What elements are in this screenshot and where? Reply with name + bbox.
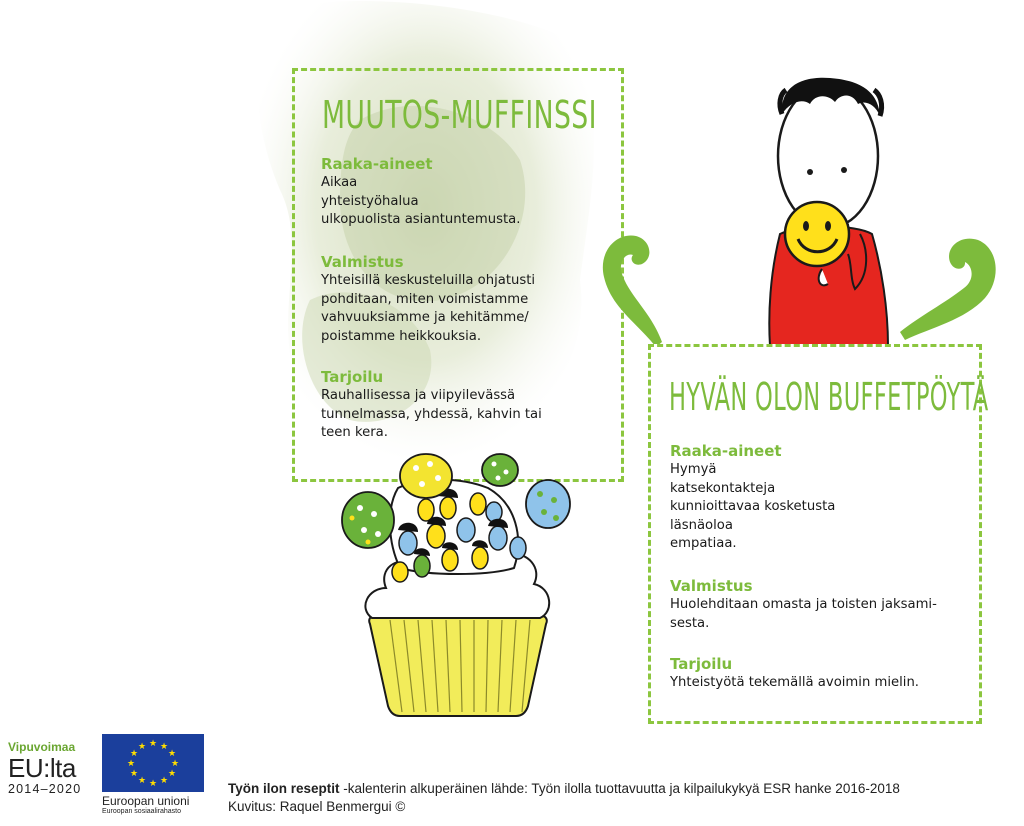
muffin-ingredient-item: yhteistyöhalua: [321, 193, 419, 209]
green-swirl-right: [900, 228, 1005, 348]
buffet-ingredients-heading: Raaka-aineet: [670, 442, 782, 460]
muffin-serving-line: Rauhallisessa ja viipyilevässä: [321, 388, 516, 403]
muffin-recipe-card: [292, 68, 624, 482]
buffet-preparation-line: Huolehditaan omasta ja toisten jaksami-: [670, 597, 937, 612]
footer-credit: Kuvitus: Raquel Benmergui ©: [228, 799, 406, 814]
buffet-ingredient-item: kunnioittavaa kosketusta: [670, 499, 836, 515]
buffet-serving-line: Yhteistyötä tekemällä avoimin mielin.: [670, 675, 919, 690]
eu-logo-line1: Euroopan unioni: [102, 794, 190, 808]
buffet-preparation-section: [670, 577, 970, 633]
svg-text:★: ★: [129, 749, 139, 759]
vipuvoimaa-logo: [8, 740, 98, 796]
svg-text:★: ★: [137, 742, 147, 752]
svg-text:★: ★: [167, 769, 177, 779]
buffet-serving-section: [670, 655, 970, 693]
svg-text:★: ★: [126, 759, 136, 769]
cupcake-illustration: [338, 448, 578, 720]
muffin-preparation-heading: Valmistus: [321, 253, 404, 271]
muffin-serving-line: tunnelmassa, yhdessä, kahvin tai: [321, 406, 542, 422]
muffin-card-title: MUUTOS-MUFFINSSI: [322, 93, 597, 137]
muffin-serving-line: teen kera.: [321, 425, 388, 441]
eu-logo: [102, 734, 206, 816]
vipuvoimaa-logo-line3: 2014–2020: [8, 782, 82, 796]
buffet-ingredient-item: Hymyä: [670, 462, 717, 477]
green-swirl-left: [596, 222, 666, 352]
svg-text:★: ★: [137, 776, 147, 786]
muffin-preparation-section: [321, 253, 621, 346]
svg-text:★: ★: [159, 776, 169, 786]
footer-source-title: Työn ilon reseptit: [228, 781, 340, 796]
buffet-card-title: HYVÄN OLON BUFFETPÖYTÄ: [669, 375, 989, 419]
buffet-preparation-heading: Valmistus: [670, 577, 753, 595]
buffet-ingredient-item: katsekontakteja: [670, 480, 776, 496]
vipuvoimaa-logo-line1: Vipuvoimaa: [8, 740, 76, 754]
muffin-serving-section: [321, 368, 621, 443]
person-holding-smiley-illustration: [760, 74, 900, 346]
buffet-ingredients-section: [670, 442, 970, 554]
smiley-face-icon: [785, 202, 849, 266]
svg-text:★: ★: [129, 769, 139, 779]
svg-text:★: ★: [148, 739, 158, 749]
buffet-recipe-card: [648, 344, 989, 724]
svg-text:★: ★: [159, 742, 169, 752]
buffet-ingredient-item: läsnäoloa: [670, 517, 733, 533]
muffin-ingredients-section: [321, 155, 621, 230]
muffin-serving-heading: Tarjoilu: [321, 368, 384, 386]
eu-flag-icon: [102, 734, 204, 792]
buffet-preparation-line: sesta.: [670, 615, 710, 631]
muffin-preparation-line: poistamme heikkouksia.: [321, 328, 482, 344]
muffin-preparation-line: Yhteisillä keskusteluilla ohjatusti: [321, 273, 536, 288]
svg-text:★: ★: [148, 779, 158, 789]
muffin-ingredient-item: ulkopuolista asiantuntemusta.: [321, 212, 521, 228]
footer-source-rest: -kalenterin alkuperäinen lähde: Työn ilolla tuottavuutta ja kilpailukykyä ESR hanke 2016-2018: [339, 781, 900, 796]
svg-text:★: ★: [167, 749, 177, 759]
eu-logo-line2: Euroopan sosiaalirahasto: [102, 808, 181, 815]
svg-text:★: ★: [170, 759, 180, 769]
muffin-preparation-line: vahvuuksiamme ja kehitämme/: [321, 310, 529, 326]
buffet-serving-heading: Tarjoilu: [670, 655, 733, 673]
muffin-ingredient-item: Aikaa: [321, 175, 358, 190]
footer-source: [228, 780, 900, 816]
muffin-preparation-line: pohditaan, miten voimistamme: [321, 291, 529, 307]
vipuvoimaa-logo-line2: EU:lta: [8, 753, 76, 783]
muffin-ingredients-heading: Raaka-aineet: [321, 155, 433, 173]
buffet-ingredient-item: empatiaa.: [670, 536, 737, 552]
